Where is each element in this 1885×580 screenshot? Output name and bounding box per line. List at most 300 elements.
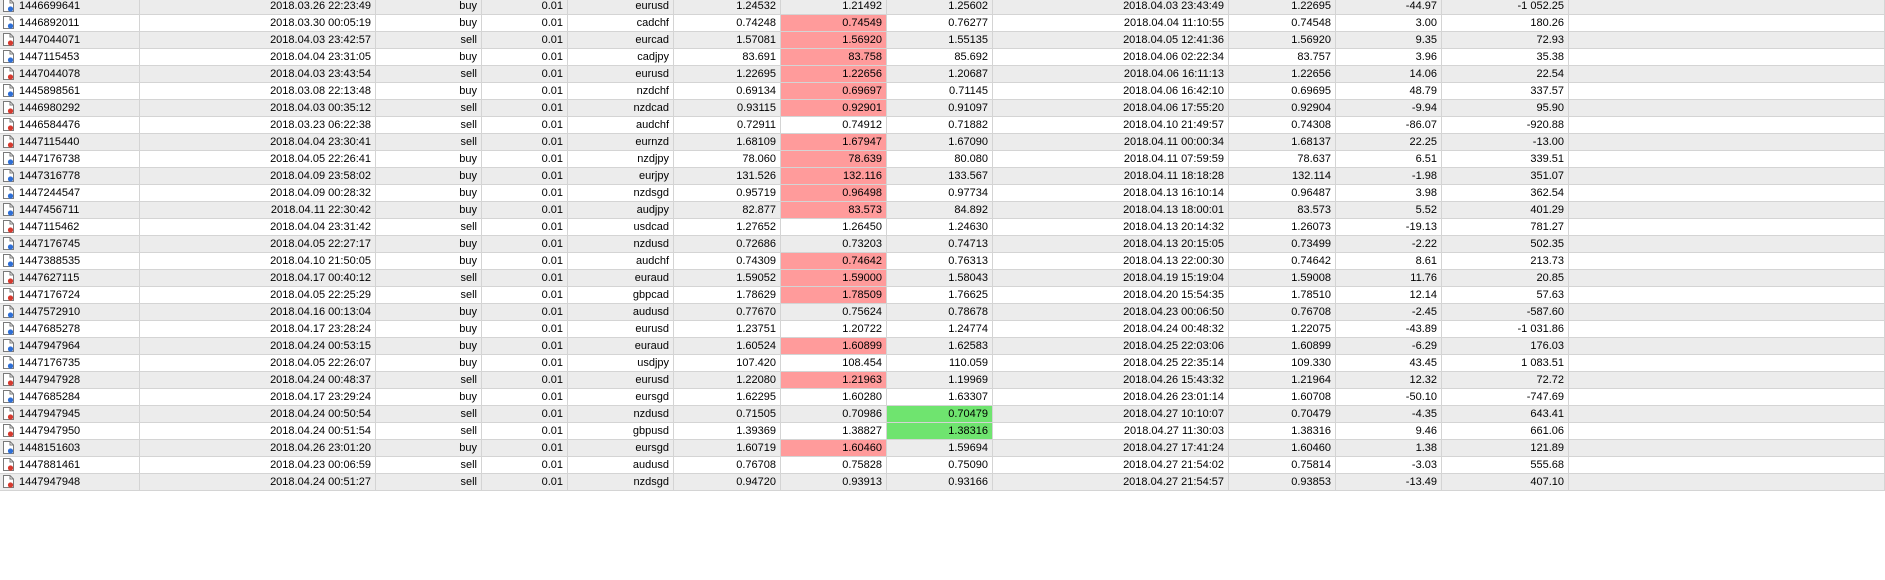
volume-cell: 0.01	[482, 253, 568, 269]
table-row[interactable]	[0, 440, 1885, 457]
profit-cell: -587.60	[1442, 304, 1569, 320]
volume-cell: 0.01	[482, 304, 568, 320]
tp-cell: 1.38316	[887, 423, 993, 439]
sl-cell: 0.75828	[781, 457, 887, 473]
trailing-cell	[1569, 168, 1885, 184]
trailing-cell	[1569, 457, 1885, 473]
open-price-cell: 1.59052	[674, 270, 781, 286]
close-price-cell: 1.60899	[1229, 338, 1336, 354]
ticket-number: 1447244547	[19, 187, 81, 199]
table-row[interactable]	[0, 134, 1885, 151]
table-row[interactable]	[0, 168, 1885, 185]
ticket-number: 1447947950	[19, 425, 81, 437]
ticket-number: 1447176724	[19, 289, 81, 301]
type-cell: buy	[376, 0, 482, 14]
table-row[interactable]	[0, 185, 1885, 202]
tp-cell: 80.080	[887, 151, 993, 167]
trailing-cell	[1569, 338, 1885, 354]
profit-cell: 22.54	[1442, 66, 1569, 82]
open-time-cell: 2018.04.04 23:31:42	[140, 219, 376, 235]
open-time-cell: 2018.03.08 22:13:48	[140, 83, 376, 99]
type-cell: sell	[376, 66, 482, 82]
tp-cell: 1.67090	[887, 134, 993, 150]
close-time-cell: 2018.04.25 22:35:14	[993, 355, 1229, 371]
sl-cell: 0.73203	[781, 236, 887, 252]
table-row[interactable]	[0, 287, 1885, 304]
ticket-number: 1447316778	[19, 170, 81, 182]
ticket-cell	[0, 117, 140, 133]
swap-cell: -1.98	[1336, 168, 1442, 184]
close-price-cell: 1.60460	[1229, 440, 1336, 456]
table-row[interactable]	[0, 219, 1885, 236]
table-row[interactable]	[0, 49, 1885, 66]
profit-cell: 643.41	[1442, 406, 1569, 422]
swap-cell: -2.45	[1336, 304, 1442, 320]
open-price-cell: 0.69134	[674, 83, 781, 99]
swap-cell: -43.89	[1336, 321, 1442, 337]
sell-order-icon	[3, 118, 14, 131]
trailing-cell	[1569, 219, 1885, 235]
type-cell: sell	[376, 372, 482, 388]
volume-cell: 0.01	[482, 66, 568, 82]
close-price-cell: 0.70479	[1229, 406, 1336, 422]
close-price-cell: 0.76708	[1229, 304, 1336, 320]
symbol-cell: eurjpy	[568, 168, 674, 184]
close-time-cell: 2018.04.20 15:54:35	[993, 287, 1229, 303]
open-price-cell: 0.74248	[674, 15, 781, 31]
open-price-cell: 1.62295	[674, 389, 781, 405]
tp-cell: 0.91097	[887, 100, 993, 116]
volume-cell: 0.01	[482, 321, 568, 337]
trailing-cell	[1569, 474, 1885, 490]
close-price-cell: 1.60708	[1229, 389, 1336, 405]
sell-order-icon	[3, 33, 14, 46]
sl-cell: 0.74549	[781, 15, 887, 31]
buy-order-icon	[3, 305, 14, 318]
swap-cell: 5.52	[1336, 202, 1442, 218]
trailing-cell	[1569, 134, 1885, 150]
symbol-cell: audusd	[568, 304, 674, 320]
table-row[interactable]	[0, 389, 1885, 406]
type-cell: buy	[376, 355, 482, 371]
close-time-cell: 2018.04.25 22:03:06	[993, 338, 1229, 354]
volume-cell: 0.01	[482, 355, 568, 371]
type-cell: buy	[376, 168, 482, 184]
close-time-cell: 2018.04.04 11:10:55	[993, 15, 1229, 31]
symbol-cell: nzdcad	[568, 100, 674, 116]
symbol-cell: eurnzd	[568, 134, 674, 150]
swap-cell: -50.10	[1336, 389, 1442, 405]
symbol-cell: audchf	[568, 117, 674, 133]
symbol-cell: eurcad	[568, 32, 674, 48]
table-row[interactable]	[0, 0, 1885, 15]
type-cell: buy	[376, 440, 482, 456]
swap-cell: 1.38	[1336, 440, 1442, 456]
type-cell: buy	[376, 185, 482, 201]
sell-order-icon	[3, 101, 14, 114]
ticket-number: 1446892011	[19, 17, 80, 29]
sl-cell: 0.70986	[781, 406, 887, 422]
type-cell: buy	[376, 389, 482, 405]
open-time-cell: 2018.03.23 06:22:38	[140, 117, 376, 133]
buy-order-icon	[3, 186, 14, 199]
swap-cell: -13.49	[1336, 474, 1442, 490]
volume-cell: 0.01	[482, 151, 568, 167]
close-time-cell: 2018.04.06 17:55:20	[993, 100, 1229, 116]
table-row[interactable]	[0, 321, 1885, 338]
table-row[interactable]	[0, 117, 1885, 134]
ticket-number: 1447044071	[19, 34, 81, 46]
ticket-number: 1447044078	[19, 68, 81, 80]
close-price-cell: 0.75814	[1229, 457, 1336, 473]
table-row[interactable]	[0, 423, 1885, 440]
open-price-cell: 1.39369	[674, 423, 781, 439]
ticket-number: 1447388535	[19, 255, 81, 267]
profit-cell: -13.00	[1442, 134, 1569, 150]
close-price-cell: 83.573	[1229, 202, 1336, 218]
table-row[interactable]	[0, 338, 1885, 355]
type-cell: buy	[376, 15, 482, 31]
open-price-cell: 131.526	[674, 168, 781, 184]
swap-cell: 12.32	[1336, 372, 1442, 388]
symbol-cell: nzdusd	[568, 406, 674, 422]
trailing-cell	[1569, 389, 1885, 405]
volume-cell: 0.01	[482, 389, 568, 405]
open-price-cell: 0.74309	[674, 253, 781, 269]
table-row[interactable]	[0, 270, 1885, 287]
open-time-cell: 2018.04.03 00:35:12	[140, 100, 376, 116]
ticket-number: 1447685284	[19, 391, 81, 403]
tp-cell: 1.19969	[887, 372, 993, 388]
type-cell: buy	[376, 151, 482, 167]
open-time-cell: 2018.04.24 00:51:54	[140, 423, 376, 439]
sl-cell: 1.56920	[781, 32, 887, 48]
volume-cell: 0.01	[482, 372, 568, 388]
table-row[interactable]	[0, 355, 1885, 372]
buy-order-icon	[3, 339, 14, 352]
open-price-cell: 82.877	[674, 202, 781, 218]
close-price-cell: 109.330	[1229, 355, 1336, 371]
profit-cell: 57.63	[1442, 287, 1569, 303]
ticket-number: 1447947948	[19, 476, 81, 488]
close-price-cell: 1.22075	[1229, 321, 1336, 337]
table-row[interactable]	[0, 83, 1885, 100]
volume-cell: 0.01	[482, 134, 568, 150]
ticket-number: 1447456711	[19, 204, 80, 216]
ticket-cell	[0, 287, 140, 303]
ticket-cell	[0, 151, 140, 167]
ticket-cell	[0, 15, 140, 31]
swap-cell: 43.45	[1336, 355, 1442, 371]
buy-order-icon	[3, 254, 14, 267]
buy-order-icon	[3, 390, 14, 403]
symbol-cell: eurusd	[568, 372, 674, 388]
sl-cell: 1.26450	[781, 219, 887, 235]
close-price-cell: 1.56920	[1229, 32, 1336, 48]
close-price-cell: 0.69695	[1229, 83, 1336, 99]
symbol-cell: nzdsgd	[568, 474, 674, 490]
close-time-cell: 2018.04.11 18:18:28	[993, 168, 1229, 184]
table-row[interactable]	[0, 457, 1885, 474]
buy-order-icon	[3, 169, 14, 182]
sl-cell: 1.20722	[781, 321, 887, 337]
ticket-number: 1447176735	[19, 357, 81, 369]
close-time-cell: 2018.04.05 12:41:36	[993, 32, 1229, 48]
buy-order-icon	[3, 237, 14, 250]
table-row[interactable]	[0, 372, 1885, 389]
trailing-cell	[1569, 253, 1885, 269]
volume-cell: 0.01	[482, 406, 568, 422]
type-cell: buy	[376, 304, 482, 320]
volume-cell: 0.01	[482, 0, 568, 14]
tp-cell: 1.58043	[887, 270, 993, 286]
close-time-cell: 2018.04.26 23:01:14	[993, 389, 1229, 405]
buy-order-icon	[3, 50, 14, 63]
symbol-cell: eurusd	[568, 321, 674, 337]
sell-order-icon	[3, 458, 14, 471]
ticket-number: 1447947945	[19, 408, 81, 420]
volume-cell: 0.01	[482, 457, 568, 473]
open-time-cell: 2018.04.09 23:58:02	[140, 168, 376, 184]
buy-order-icon	[3, 16, 14, 29]
swap-cell: 6.51	[1336, 151, 1442, 167]
close-price-cell: 1.26073	[1229, 219, 1336, 235]
ticket-number: 1447685278	[19, 323, 81, 335]
table-row[interactable]	[0, 253, 1885, 270]
swap-cell: 3.00	[1336, 15, 1442, 31]
tp-cell: 110.059	[887, 355, 993, 371]
open-time-cell: 2018.04.17 23:29:24	[140, 389, 376, 405]
close-price-cell: 1.21964	[1229, 372, 1336, 388]
symbol-cell: nzdusd	[568, 236, 674, 252]
tp-cell: 1.24774	[887, 321, 993, 337]
table-row[interactable]	[0, 32, 1885, 49]
open-time-cell: 2018.03.30 00:05:19	[140, 15, 376, 31]
sell-order-icon	[3, 407, 14, 420]
ticket-cell	[0, 406, 140, 422]
sell-order-icon	[3, 424, 14, 437]
open-price-cell: 1.78629	[674, 287, 781, 303]
swap-cell: -19.13	[1336, 219, 1442, 235]
profit-cell: 180.26	[1442, 15, 1569, 31]
close-time-cell: 2018.04.11 00:00:34	[993, 134, 1229, 150]
tp-cell: 0.75090	[887, 457, 993, 473]
ticket-cell	[0, 474, 140, 490]
close-price-cell: 1.68137	[1229, 134, 1336, 150]
open-time-cell: 2018.04.17 00:40:12	[140, 270, 376, 286]
volume-cell: 0.01	[482, 49, 568, 65]
ticket-number: 1447947928	[19, 374, 81, 386]
close-time-cell: 2018.04.06 16:11:13	[993, 66, 1229, 82]
open-time-cell: 2018.04.09 00:28:32	[140, 185, 376, 201]
table-row[interactable]	[0, 236, 1885, 253]
ticket-number: 1447947964	[19, 340, 81, 352]
profit-cell: -1 031.86	[1442, 321, 1569, 337]
swap-cell: 3.98	[1336, 185, 1442, 201]
volume-cell: 0.01	[482, 270, 568, 286]
profit-cell: 176.03	[1442, 338, 1569, 354]
type-cell: sell	[376, 32, 482, 48]
open-time-cell: 2018.04.10 21:50:05	[140, 253, 376, 269]
volume-cell: 0.01	[482, 83, 568, 99]
trailing-cell	[1569, 185, 1885, 201]
tp-cell: 0.97734	[887, 185, 993, 201]
trailing-cell	[1569, 321, 1885, 337]
open-time-cell: 2018.04.24 00:53:15	[140, 338, 376, 354]
table-row[interactable]	[0, 15, 1885, 32]
swap-cell: 11.76	[1336, 270, 1442, 286]
open-time-cell: 2018.04.26 23:01:20	[140, 440, 376, 456]
tp-cell: 0.74713	[887, 236, 993, 252]
trailing-cell	[1569, 66, 1885, 82]
swap-cell: 9.46	[1336, 423, 1442, 439]
close-time-cell: 2018.04.13 20:14:32	[993, 219, 1229, 235]
type-cell: buy	[376, 253, 482, 269]
ticket-number: 1445898561	[19, 85, 81, 97]
close-price-cell: 1.22656	[1229, 66, 1336, 82]
open-time-cell: 2018.04.04 23:31:05	[140, 49, 376, 65]
open-price-cell: 0.71505	[674, 406, 781, 422]
open-price-cell: 1.23751	[674, 321, 781, 337]
open-time-cell: 2018.04.24 00:51:27	[140, 474, 376, 490]
trailing-cell	[1569, 100, 1885, 116]
table-row[interactable]	[0, 304, 1885, 321]
tp-cell: 1.55135	[887, 32, 993, 48]
type-cell: sell	[376, 117, 482, 133]
open-price-cell: 1.57081	[674, 32, 781, 48]
tp-cell: 0.71145	[887, 83, 993, 99]
close-time-cell: 2018.04.27 21:54:57	[993, 474, 1229, 490]
ticket-cell	[0, 83, 140, 99]
tp-cell: 1.25602	[887, 0, 993, 14]
sl-cell: 78.639	[781, 151, 887, 167]
open-price-cell: 0.76708	[674, 457, 781, 473]
ticket-cell	[0, 304, 140, 320]
trailing-cell	[1569, 236, 1885, 252]
open-price-cell: 1.68109	[674, 134, 781, 150]
table-row[interactable]	[0, 66, 1885, 83]
close-price-cell: 78.637	[1229, 151, 1336, 167]
profit-cell: 72.93	[1442, 32, 1569, 48]
type-cell: buy	[376, 338, 482, 354]
swap-cell: -2.22	[1336, 236, 1442, 252]
symbol-cell: euraud	[568, 338, 674, 354]
type-cell: buy	[376, 49, 482, 65]
type-cell: sell	[376, 457, 482, 473]
open-price-cell: 0.95719	[674, 185, 781, 201]
ticket-cell	[0, 185, 140, 201]
sl-cell: 1.59000	[781, 270, 887, 286]
swap-cell: -9.94	[1336, 100, 1442, 116]
sl-cell: 132.116	[781, 168, 887, 184]
tp-cell: 1.63307	[887, 389, 993, 405]
type-cell: buy	[376, 202, 482, 218]
open-price-cell: 1.22695	[674, 66, 781, 82]
volume-cell: 0.01	[482, 440, 568, 456]
profit-cell: 339.51	[1442, 151, 1569, 167]
sl-cell: 1.67947	[781, 134, 887, 150]
close-price-cell: 0.96487	[1229, 185, 1336, 201]
tp-cell: 0.71882	[887, 117, 993, 133]
ticket-cell	[0, 321, 140, 337]
sl-cell: 0.74642	[781, 253, 887, 269]
symbol-cell: audusd	[568, 457, 674, 473]
type-cell: sell	[376, 474, 482, 490]
open-price-cell: 1.27652	[674, 219, 781, 235]
open-time-cell: 2018.04.05 22:26:41	[140, 151, 376, 167]
ticket-number: 1446980292	[19, 102, 81, 114]
ticket-number: 1446584476	[19, 119, 81, 131]
profit-cell: 35.38	[1442, 49, 1569, 65]
table-row[interactable]	[0, 202, 1885, 219]
open-price-cell: 1.22080	[674, 372, 781, 388]
ticket-cell	[0, 457, 140, 473]
trailing-cell	[1569, 151, 1885, 167]
table-row[interactable]	[0, 100, 1885, 117]
trailing-cell	[1569, 117, 1885, 133]
sl-cell: 1.22656	[781, 66, 887, 82]
tp-cell: 0.70479	[887, 406, 993, 422]
close-time-cell: 2018.04.06 02:22:34	[993, 49, 1229, 65]
tp-cell: 1.20687	[887, 66, 993, 82]
sell-order-icon	[3, 67, 14, 80]
volume-cell: 0.01	[482, 32, 568, 48]
swap-cell: 8.61	[1336, 253, 1442, 269]
sl-cell: 0.93913	[781, 474, 887, 490]
trailing-cell	[1569, 202, 1885, 218]
close-price-cell: 0.74308	[1229, 117, 1336, 133]
ticket-cell	[0, 372, 140, 388]
table-row[interactable]	[0, 151, 1885, 168]
symbol-cell: nzdjpy	[568, 151, 674, 167]
ticket-cell	[0, 219, 140, 235]
ticket-cell	[0, 202, 140, 218]
profit-cell: 213.73	[1442, 253, 1569, 269]
type-cell: buy	[376, 236, 482, 252]
close-price-cell: 0.74642	[1229, 253, 1336, 269]
close-time-cell: 2018.04.13 18:00:01	[993, 202, 1229, 218]
buy-order-icon	[3, 84, 14, 97]
open-time-cell: 2018.04.24 00:48:37	[140, 372, 376, 388]
buy-order-icon	[3, 152, 14, 165]
table-row[interactable]	[0, 406, 1885, 423]
ticket-cell	[0, 236, 140, 252]
type-cell: buy	[376, 321, 482, 337]
swap-cell: 48.79	[1336, 83, 1442, 99]
open-time-cell: 2018.04.17 23:28:24	[140, 321, 376, 337]
symbol-cell: nzdsgd	[568, 185, 674, 201]
tp-cell: 1.62583	[887, 338, 993, 354]
tp-cell: 1.76625	[887, 287, 993, 303]
tp-cell: 84.892	[887, 202, 993, 218]
ticket-cell	[0, 355, 140, 371]
trailing-cell	[1569, 32, 1885, 48]
sl-cell: 0.69697	[781, 83, 887, 99]
sl-cell: 1.21963	[781, 372, 887, 388]
open-time-cell: 2018.04.24 00:50:54	[140, 406, 376, 422]
trailing-cell	[1569, 15, 1885, 31]
close-time-cell: 2018.04.23 00:06:50	[993, 304, 1229, 320]
sl-cell: 0.75624	[781, 304, 887, 320]
ticket-cell	[0, 134, 140, 150]
close-time-cell: 2018.04.06 16:42:10	[993, 83, 1229, 99]
profit-cell: 72.72	[1442, 372, 1569, 388]
volume-cell: 0.01	[482, 100, 568, 116]
close-time-cell: 2018.04.27 10:10:07	[993, 406, 1229, 422]
tp-cell: 0.93166	[887, 474, 993, 490]
ticket-cell	[0, 66, 140, 82]
table-row[interactable]	[0, 474, 1885, 491]
